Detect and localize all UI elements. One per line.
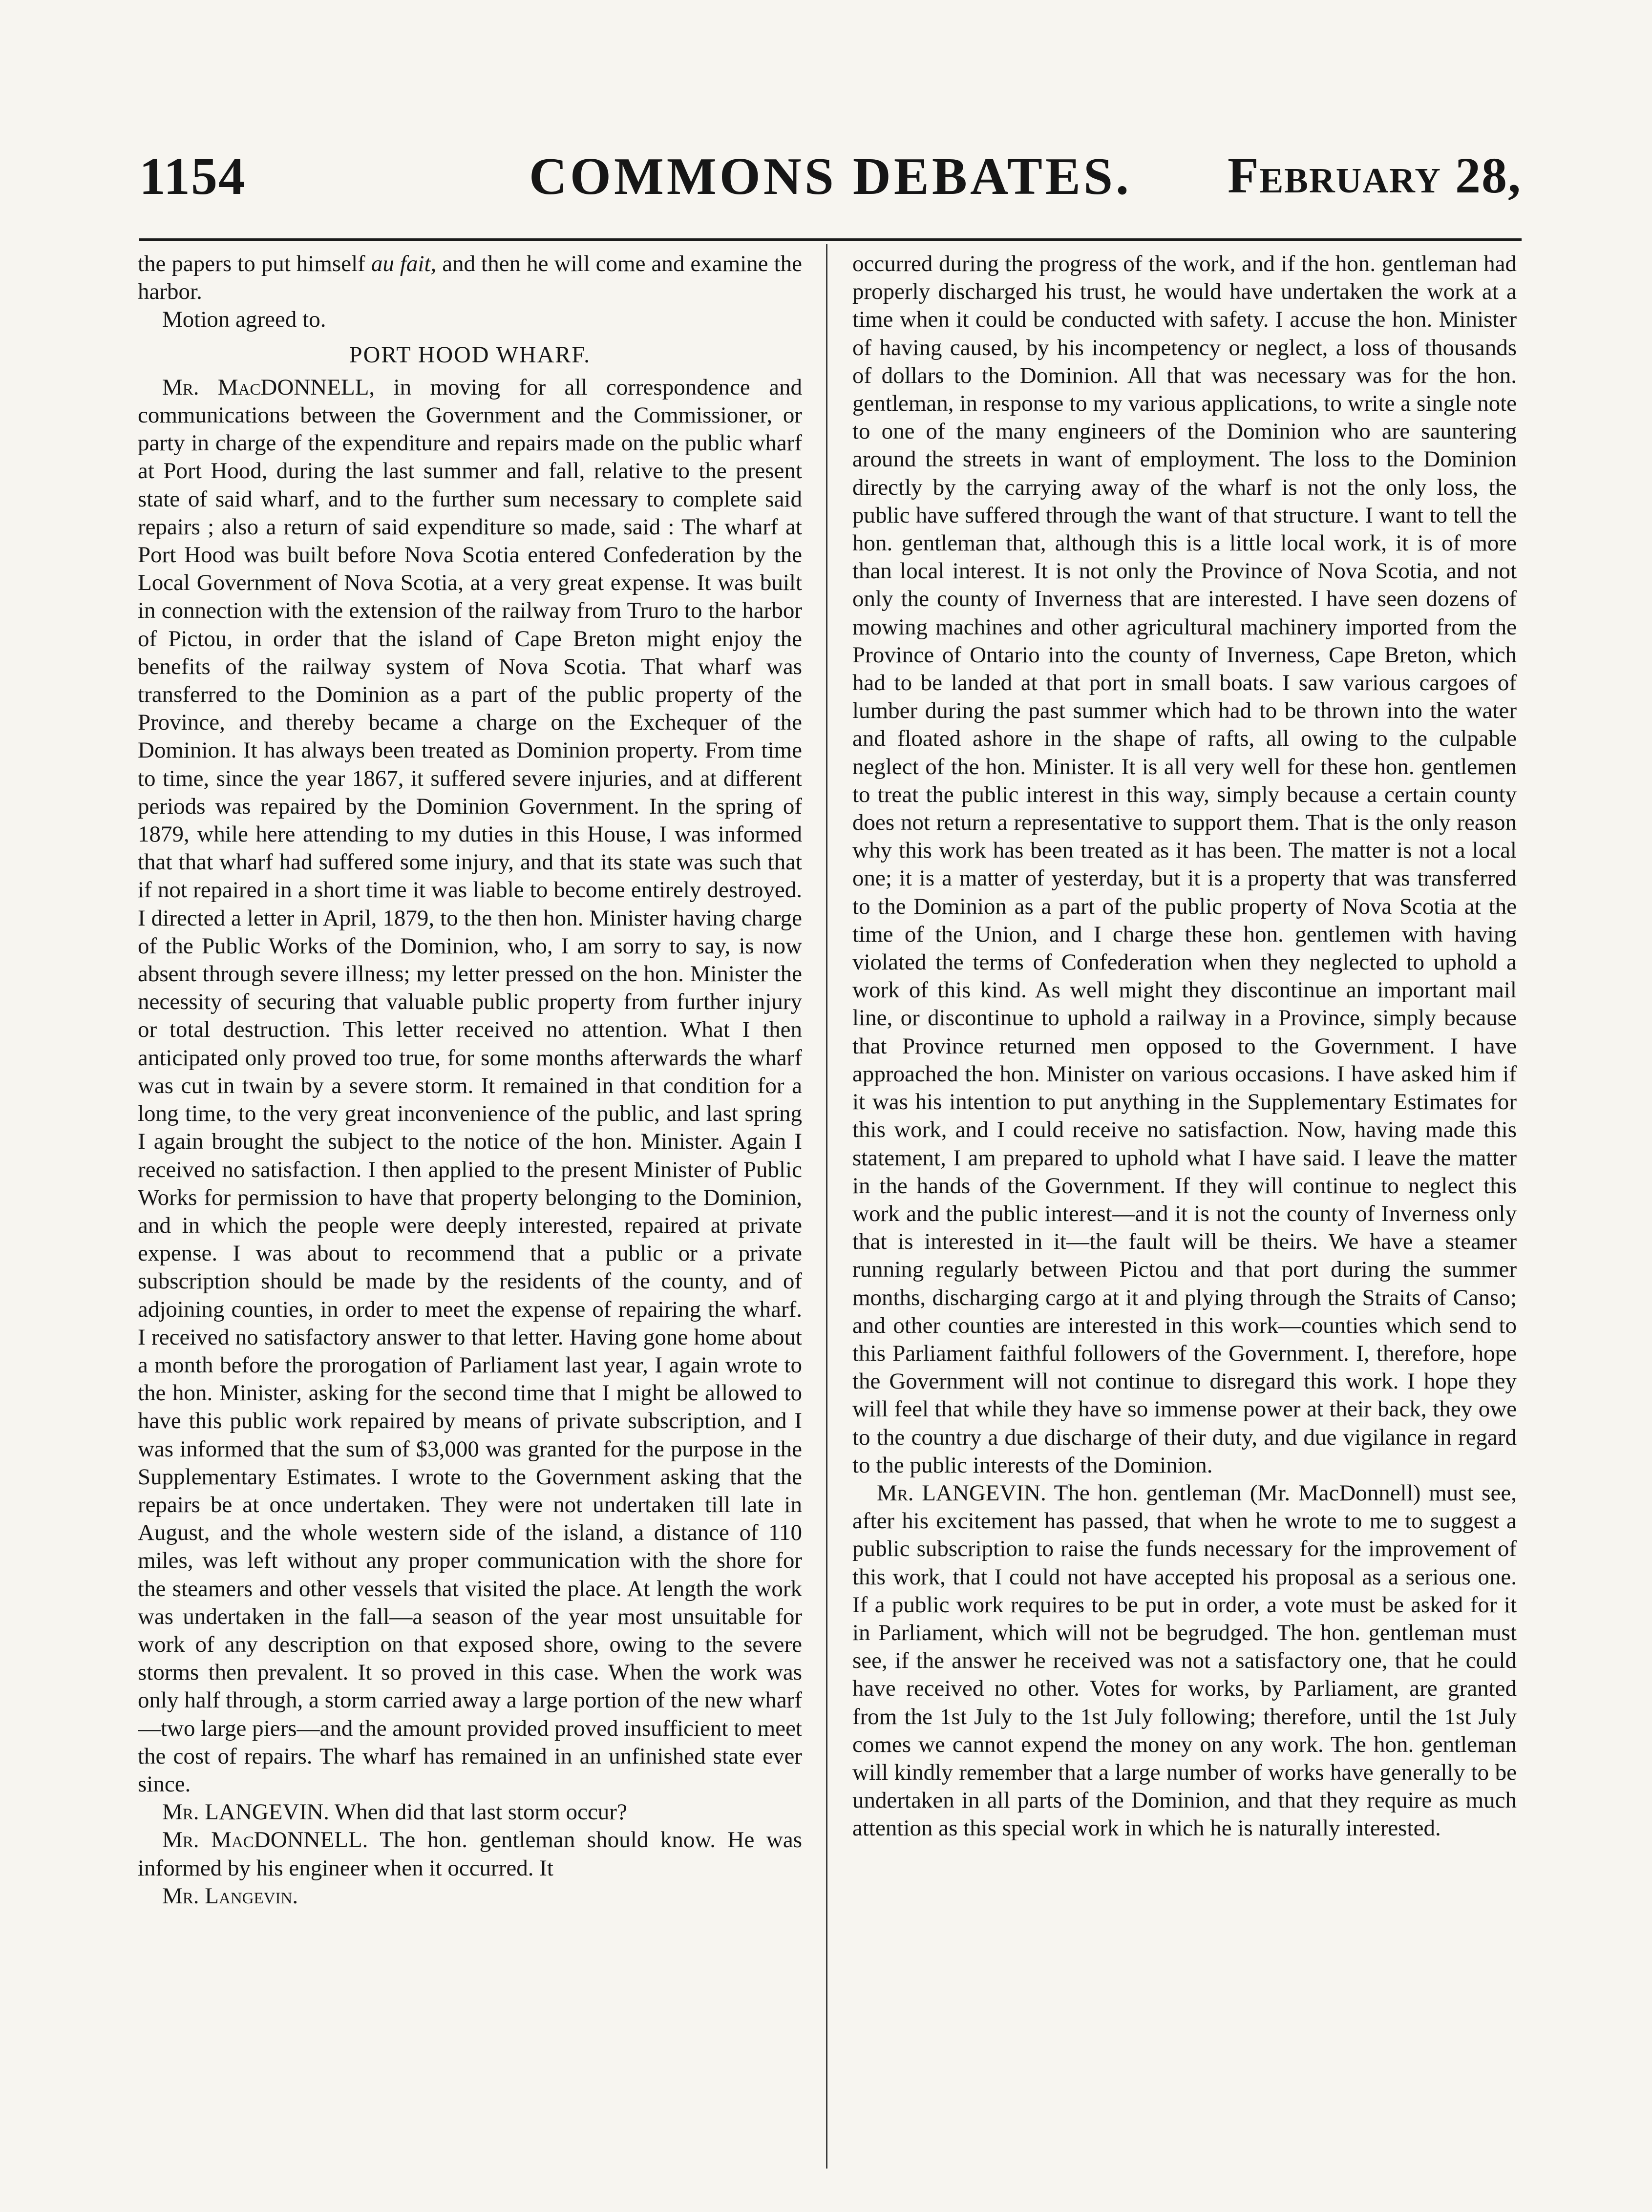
speech-paragraph bbox=[138, 374, 802, 1798]
speech-text: The hon. gentleman should know. He was informed by his engineer when it occurred. It bbox=[138, 1827, 802, 1881]
header-rule bbox=[139, 238, 1522, 241]
speaker-name: Mr. LANGEVIN. bbox=[877, 1480, 1046, 1506]
page-title: COMMONS DEBATES. bbox=[529, 147, 1132, 206]
column-divider bbox=[826, 244, 827, 2169]
left-column bbox=[138, 250, 802, 2170]
speech-text: When did that last storm occur? bbox=[329, 1799, 627, 1825]
speech-text: in moving for all correspondence and communications between the Government and the Commissioner, or party in charge of the expenditure and repairs made on the public wharf at Port Hood, during the last summer and fall, relative to the present state of said wharf, and to the further sum necessary to complete said repairs ; also a return of said expenditure so made, said : The wharf at Port Hood was built before Nova Scotia entered Confederation by the Local Government of Nova Scotia, at a very great expense. It was built in connection with the extension of the railway from Truro to the harbor of Pictou, in order that the island of Cape Breton might enjoy the benefits of the railway system of Nova Scotia. That wharf was transferred to the Dominion as a part of the public property of the Province, and thereby became a charge on the Exchequer of the Dominion. It has always been treated as Dominion property. From time to time, since the year 1867, it suffered severe injuries, and at different periods was repaired by the Dominion Government. In the spring of 1879, while here attending to my duties in this House, I was informed that that wharf had suffered some injury, and that its state was such that if not repaired in a short time it was liable to become entirely destroyed. I directed a letter in April, 1879, to the then hon. Minister having charge of the Public Works of the Dominion, who, I am sorry to say, is now absent through severe illness; my letter pressed on the hon. Minister the necessity of securing that valuable public property from further injury or total destruction. This letter received no attention. What I then anticipated only proved too true, for some months afterwards the wharf was cut in twain by a severe storm. It remained in that condition for a long time, to the very great inconvenience of the public, and last spring I again brought the subject to the notice of the hon. Minister. Again I received no satisfaction. I then applied to the present Minister of Public Works for permission to have that property belonging to the Dominion, and in which the people were deeply interested, repaired at private expense. I was about to recommend that a public or a private subscription should be made by the residents of the county, and of adjoining counties, in order to meet the expense of repairing the wharf. I received no satisfactory answer to that letter. Having gone home about a month before the prorogation of Parliament last year, I again wrote to the hon. Minister, asking for the second time that I might be allowed to have this public work repaired by means of private subscription, and I was informed that the sum of $3,000 was granted for the purpose in the Supplementary Estimates. I wrote to the Government asking that the repairs be at once undertaken. They were not undertaken till late in August, and the whole western side of the island, a distance of 110 miles, was left without any proper communication with the shore for the steamers and other vessels that visited the place. At length the work was undertaken in the fall—a season of the year most unsuitable for work of any description on that exposed shore, owing to the severe storms then prevalent. It so proved in this case. When the work was only half through, a storm carried away a large portion of the new wharf—two large piers—and the amount provided proved insufficient to meet the cost of repairs. The wharf has remained in an unfinished state ever since. bbox=[138, 374, 802, 1797]
section-heading: PORT HOOD WHARF. bbox=[349, 341, 591, 368]
speech-paragraph bbox=[852, 1479, 1517, 1843]
paragraph-text: and then he will come and examine the harbor. bbox=[138, 251, 802, 305]
page-date: February 28, bbox=[1228, 147, 1522, 204]
speech-continuation: occurred during the progress of the work, and if the hon. gentleman had properly discharged his trust, he would have undertaken the work at a time when it could be conducted with safety. I accuse the hon. Minister of having caused, by his incompetency or neglect, a loss of thousands of dollars to the Dominion. All that was necessary was for the hon. gentleman, in response to my various applications, to write a single note to one of the many engineers of the Dominion who are sauntering around the streets in want of employment. The loss to the Dominion directly by the carrying away of the wharf is not the only loss, the public have suffered through the want of that structure. I want to tell the hon. gentleman that, although this is a little local work, it is of more than local interest. It is not only the Province of Nova Scotia, and not only the county of Inverness that are interested. I have seen dozens of mowing machines and other agricultural machinery imported from the Province of Ontario into the county of Inverness, Cape Breton, which had to be landed at that port in small boats. I saw various cargoes of lumber during the past summer which had to be thrown into the water and floated ashore in the shape of rafts, all owing to the culpable neglect of the hon. Minister. It is all very well for these hon. gentlemen to treat the public interest in this way, simply because a certain county does not return a representative to support them. That is the only reason why this work has been treated as it has been. The matter is not a local one; it is a matter of yesterday, but it is a property that was transferred to the Dominion as a part of the public property of Nova Scotia at the time of the Union, and I charge these hon. gentlemen with having violated the terms of Confederation when they neglected to uphold a work of this kind. As well might they discontinue an important mail line, or discontinue to uphold a railway in a Province, simply because that Province returned men opposed to the Government. I have approached the hon. Minister on various occasions. I have asked him if it was his intention to put anything in the Supplementary Estimates for this work, and I could receive no satisfaction. Now, having made this statement, I am prepared to uphold what I have said. I leave the matter in the hands of the Government. If they will continue to neglect this work and the public interest—and it is not the county of Inverness only that is interested in it—the fault will be theirs. We have a steamer running regularly between Pictou and that port during the summer months, discharging cargo at it and plying through the Straits of Canso; and other counties are interested in this work—counties which send to this Parliament faithful followers of the Government. I, therefore, hope the Government will not continue to disregard this work. I hope they will feel that while they have so immense power at their back, they owe to the country a due discharge of their duty, and due vigilance in regard to the public interests of the Dominion. bbox=[852, 251, 1517, 1478]
speech-paragraph bbox=[138, 1798, 802, 1826]
speaker-name: Mr. LANGEVIN. bbox=[162, 1799, 329, 1825]
paragraph-text: the papers to put himself bbox=[138, 251, 371, 276]
speech-text: The hon. gentleman (Mr. MacDonnell) must see, after his excitement has passed, that when he wrote to me to suggest a public subscription to raise the funds necessary for the improvement of this work, that I could not have accepted his proposal as a serious one. If a public work requires to be put in order, a vote must be asked for it in Parliament, which will not be begrudged. The hon. gentleman must see, if the answer he received was not a satisfactory one, that he could have received no other. Votes for works, by Parliament, are granted from the 1st July to the 1st July following; therefore, until the 1st July comes we cannot expend the money on any work. The hon. gentleman will kindly remember that a large number of works have generally to be undertaken in all parts of the Dominion, and that they require as much attention as this special work in which he is naturally interested. bbox=[852, 1480, 1517, 1841]
speaker-name: Mr. Langevin. bbox=[162, 1883, 298, 1909]
speaker-name: Mr. MacDONNELL. bbox=[162, 1827, 368, 1853]
speech-paragraph bbox=[138, 1826, 802, 1882]
right-column bbox=[852, 250, 1517, 2170]
italic-phrase: au fait, bbox=[371, 251, 437, 276]
page-header bbox=[139, 147, 1522, 220]
speech-paragraph bbox=[138, 1882, 802, 1910]
paragraph-continuation bbox=[138, 250, 802, 306]
page-number: 1154 bbox=[139, 147, 246, 206]
motion-paragraph: Motion agreed to. bbox=[162, 307, 326, 333]
speaker-name: Mr. MacDONNELL, bbox=[162, 374, 375, 400]
